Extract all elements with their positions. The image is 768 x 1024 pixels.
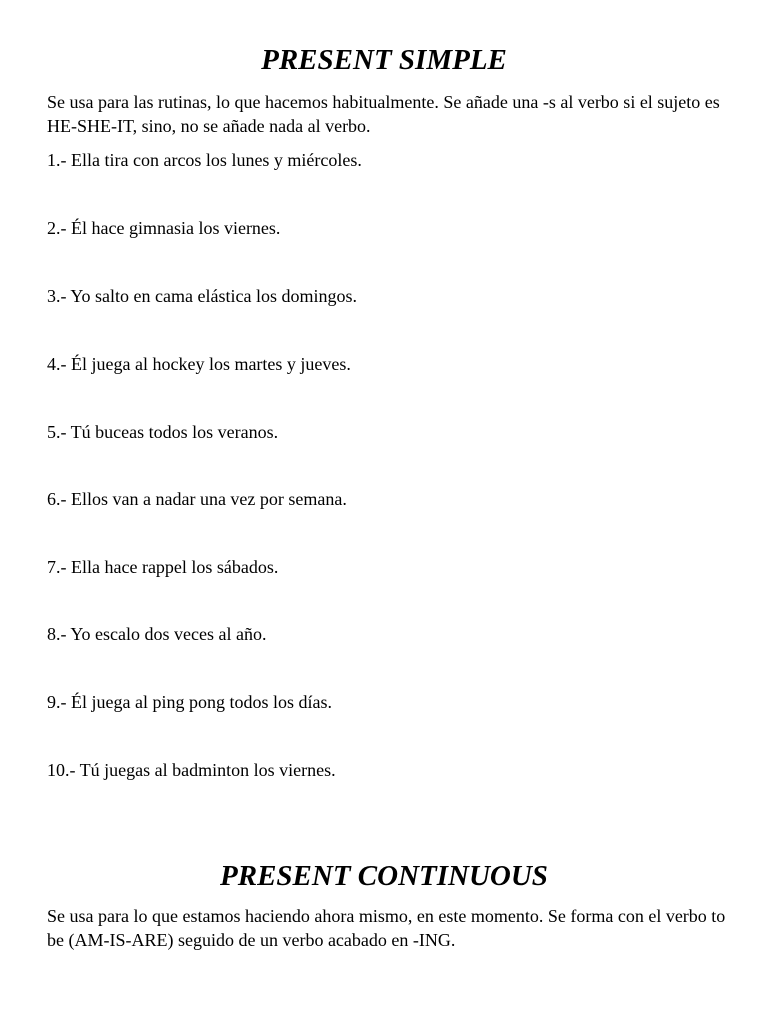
section-title-present-continuous: PRESENT CONTINUOUS (220, 860, 548, 892)
sentence-item: 10.- Tú juegas al badminton los viernes. (47, 760, 336, 780)
sentence-item: 9.- Él juega al ping pong todos los días. (47, 692, 332, 712)
sentence-item: 2.- Él hace gimnasia los viernes. (47, 218, 281, 238)
present-simple-description: Se usa para las rutinas, lo que hacemos habitualmente. Se añade una -s al verbo si el sujeto es HE-SHE-IT, sino, no se añade nada al verbo. (47, 92, 720, 136)
sentence-item: 4.- Él juega al hockey los martes y jueves. (47, 354, 351, 374)
sentence-item: 5.- Tú buceas todos los veranos. (47, 422, 279, 442)
sentence-item: 6.- Ellos van a nadar una vez por semana. (47, 489, 347, 509)
sentence-item: 7.- Ella hace rappel los sábados. (47, 557, 279, 577)
present-continuous-description: Se usa para lo que estamos haciendo ahora mismo, en este momento. Se forma con el verbo to be (AM-IS-ARE) seguido de un verbo acabado en -ING. (47, 906, 726, 950)
section-title-present-simple: PRESENT SIMPLE (261, 44, 507, 76)
sentence-item: 8.- Yo escalo dos veces al año. (47, 624, 267, 644)
sentence-item: 3.- Yo salto en cama elástica los domingos. (47, 286, 357, 306)
sentence-item: 1.- Ella tira con arcos los lunes y miércoles. (47, 150, 362, 170)
